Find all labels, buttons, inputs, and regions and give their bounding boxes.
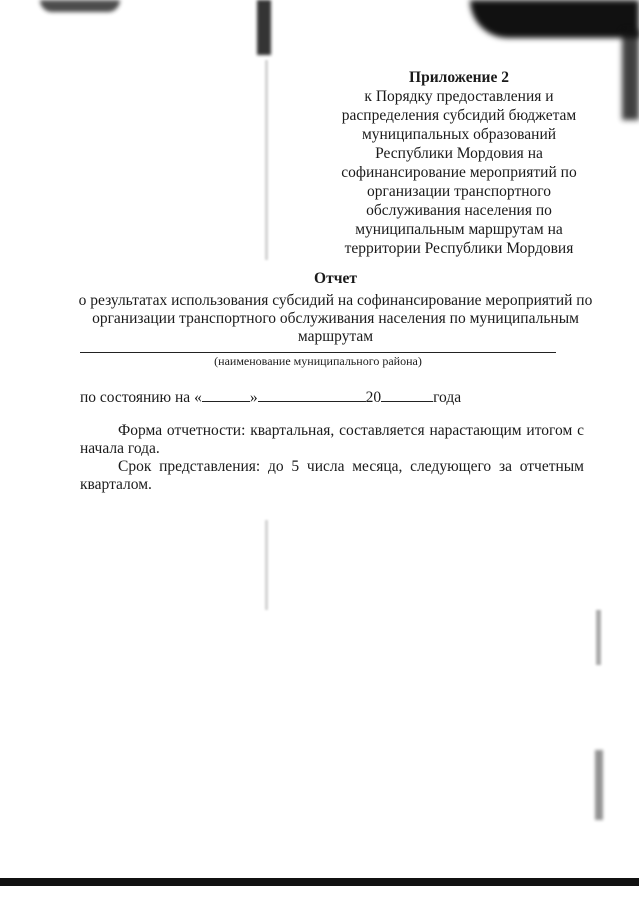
appendix-header bbox=[320, 68, 598, 258]
report-heading bbox=[78, 270, 593, 346]
as-of-date-line bbox=[80, 387, 595, 407]
appendix-line: организации транспортного bbox=[367, 183, 551, 200]
quote-close: » bbox=[249, 389, 258, 406]
appendix-line: муниципальных образований bbox=[361, 126, 557, 143]
appendix-line: муниципальным маршрутам на bbox=[355, 221, 563, 238]
appendix-line: распределения субсидий бюджетам bbox=[341, 107, 577, 124]
scan-artifact bbox=[596, 610, 601, 665]
appendix-line: к Порядку предоставления и bbox=[364, 88, 554, 105]
district-name-caption: (наименование муниципального района) bbox=[214, 354, 422, 368]
scan-edge-bar bbox=[0, 878, 639, 886]
as-of-suffix: года bbox=[433, 389, 462, 406]
appendix-line: территории Республики Мордовия bbox=[344, 240, 574, 257]
scan-artifact bbox=[40, 0, 120, 12]
report-subtitle-line: о результатах использования субсидий на софинансирование мероприятий по bbox=[78, 292, 593, 309]
reporting-form-paragraph: Форма отчетности: квартальная, составляется нарастающим итогом с начала года. bbox=[80, 422, 584, 457]
fold-line bbox=[265, 60, 268, 260]
day-field[interactable] bbox=[202, 387, 250, 402]
submission-deadline-paragraph: Срок представления: до 5 числа месяца, следующего за отчетным кварталом. bbox=[80, 458, 584, 493]
scan-artifact bbox=[470, 0, 639, 38]
appendix-title: Приложение 2 bbox=[409, 69, 509, 86]
report-title: Отчет bbox=[314, 270, 357, 287]
appendix-line: обслуживания населения по bbox=[366, 202, 552, 219]
month-field[interactable] bbox=[258, 387, 366, 402]
as-of-prefix: по состоянию на « bbox=[80, 389, 202, 406]
report-subtitle-line: маршрутам bbox=[297, 328, 374, 345]
district-name-field[interactable] bbox=[80, 352, 556, 353]
scan-artifact bbox=[595, 750, 603, 820]
scan-artifact bbox=[622, 30, 639, 120]
fold-line bbox=[265, 520, 268, 610]
report-subtitle-line: организации транспортного обслуживания населения по муниципальным bbox=[92, 310, 579, 327]
scan-artifact bbox=[257, 0, 271, 55]
year-prefix: 20 bbox=[365, 389, 382, 406]
appendix-line: Республики Мордовия на bbox=[375, 145, 543, 162]
year-field[interactable] bbox=[381, 387, 433, 402]
appendix-line: софинансирование мероприятий по bbox=[341, 164, 577, 181]
